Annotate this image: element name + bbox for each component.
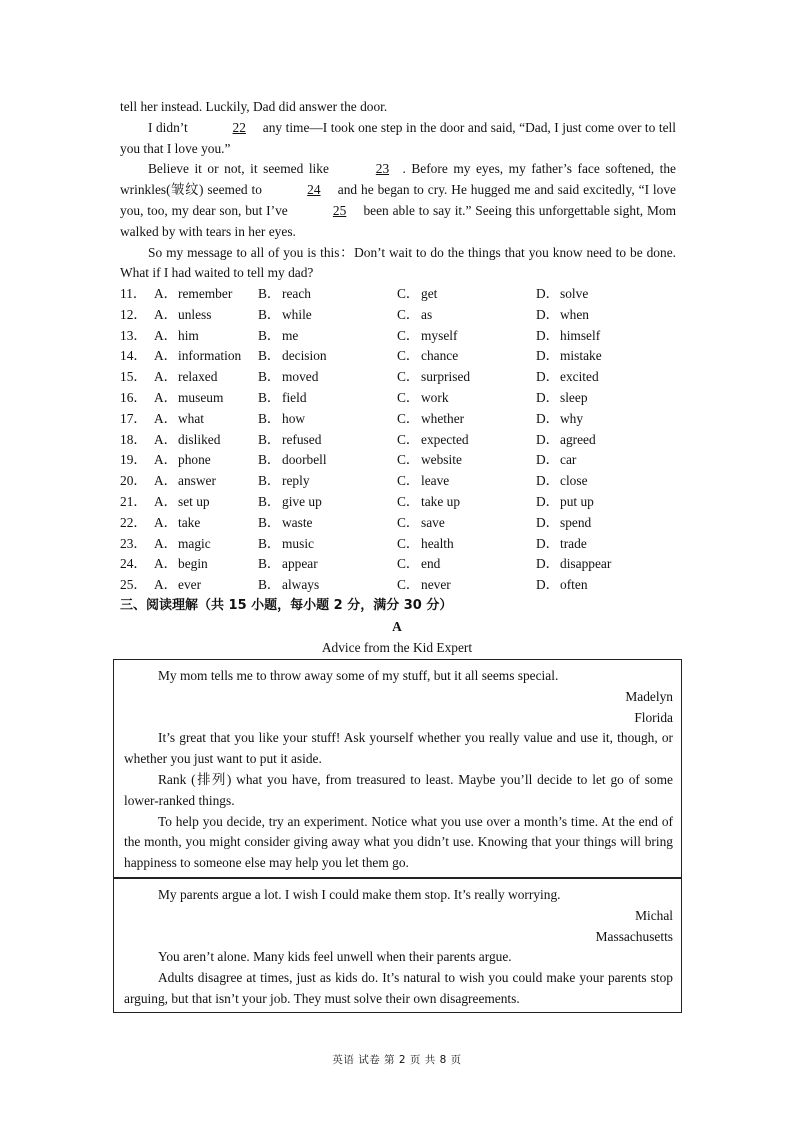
- option-text: begin: [178, 556, 208, 572]
- question-number: 24．: [120, 556, 147, 572]
- option-c: [397, 326, 536, 347]
- option-a: [154, 471, 258, 492]
- question-number: 18．: [120, 431, 147, 447]
- text: . Before my eyes, my father’s face softened, the wrinkles(皱纹) seemed to: [120, 161, 676, 198]
- option-text: what: [178, 410, 205, 426]
- option-letter: A．: [154, 327, 178, 343]
- question-number: 19．: [120, 452, 147, 468]
- option-letter: D．: [536, 493, 560, 509]
- option-b: [258, 471, 397, 492]
- option-c: [397, 575, 536, 596]
- option-row: [120, 450, 680, 471]
- option-text: never: [421, 577, 451, 593]
- option-b: [258, 450, 397, 471]
- option-letter: A．: [154, 452, 178, 468]
- option-b: [258, 326, 397, 347]
- passage-letter: A: [392, 619, 402, 634]
- option-text: how: [282, 410, 306, 426]
- option-row: [120, 305, 680, 326]
- option-text: always: [282, 577, 320, 593]
- option-letter: A．: [154, 410, 178, 426]
- option-letter: C．: [397, 473, 420, 489]
- option-letter: C．: [397, 431, 420, 447]
- letter-question: My parents argue a lot. I wish I could make them stop. It’s really worrying.: [158, 887, 561, 902]
- option-letter: A．: [154, 348, 178, 364]
- option-c: [397, 388, 536, 409]
- blank-25: 25: [332, 202, 347, 218]
- option-text: relaxed: [178, 369, 218, 385]
- option-letter: D．: [536, 473, 560, 489]
- letter-answer: Adults disagree at times, just as kids do. It’s natural to wish you could make your parents stop arguing, but that isn’t your job. They must solve their own disagreements.: [124, 970, 673, 1006]
- option-text: take up: [421, 493, 461, 509]
- option-c: [397, 554, 536, 575]
- option-letter: D．: [536, 369, 560, 385]
- option-c: [397, 409, 536, 430]
- option-d: [536, 513, 656, 534]
- option-letter: D．: [536, 286, 560, 301]
- option-letter: B．: [258, 410, 281, 426]
- option-text: get: [421, 286, 438, 301]
- option-c: [397, 305, 536, 326]
- option-text: car: [560, 452, 577, 468]
- option-b: [258, 575, 397, 596]
- option-letter: B．: [258, 389, 281, 405]
- option-text: put up: [560, 493, 594, 509]
- option-letter: D．: [536, 577, 560, 593]
- option-letter: B．: [258, 286, 281, 301]
- option-row: [120, 471, 680, 492]
- option-a: [154, 492, 258, 513]
- option-text: field: [282, 389, 307, 405]
- letter-answer: It’s great that you like your stuff! Ask yourself whether you really value and use it, though, or whether you just want to put it aside.: [124, 730, 673, 767]
- option-text: often: [560, 577, 588, 593]
- text: Believe it or not, it seemed like: [148, 161, 329, 177]
- paragraph: So my message to all of you is this：Don’t wait to do the things that you know need to be done. What if I had waited to tell my dad?: [120, 244, 676, 281]
- option-letter: B．: [258, 431, 281, 447]
- option-text: doorbell: [282, 452, 327, 468]
- option-b: [258, 492, 397, 513]
- option-a: [154, 575, 258, 596]
- text: any time—I took one step in the door and said, “Dad, I just come over to tell you that I love you.”: [120, 119, 676, 156]
- option-letter: C．: [397, 535, 420, 551]
- option-text: remember: [178, 286, 233, 301]
- letter-answer: Rank (排列) what you have, from treasured to least. Maybe you’ll decide to let go of some lower-ranked things.: [124, 771, 673, 808]
- option-text: set up: [178, 493, 210, 509]
- option-letter: A．: [154, 577, 178, 593]
- option-d: [536, 367, 656, 388]
- option-letter: B．: [258, 514, 281, 530]
- paragraph: tell her instead. Luckily, Dad did answer the door.: [120, 99, 388, 114]
- option-d: [536, 430, 656, 451]
- option-c: [397, 430, 536, 451]
- option-row: [120, 388, 680, 409]
- option-d: [536, 305, 656, 326]
- text: and he began to cry. He hugged me and said excitedly, “I love you, too, my dear son, but I’ve: [120, 182, 676, 218]
- option-letter: B．: [258, 369, 281, 385]
- question-number: 21．: [120, 493, 147, 509]
- option-letter: B．: [258, 535, 281, 551]
- letter-name: Michal: [635, 907, 673, 923]
- option-d: [536, 575, 656, 596]
- option-letter: B．: [258, 452, 281, 468]
- option-letter: C．: [397, 452, 420, 468]
- option-letter: C．: [397, 306, 420, 322]
- option-letter: C．: [397, 514, 420, 530]
- blank-22: 22: [232, 119, 246, 135]
- option-d: [536, 346, 656, 367]
- question-number: 22．: [120, 514, 147, 530]
- option-a: [154, 346, 258, 367]
- option-letter: C．: [397, 389, 420, 405]
- option-letter: A．: [154, 556, 178, 572]
- question-number: 14．: [120, 348, 147, 364]
- option-letter: B．: [258, 556, 281, 572]
- option-letter: C．: [397, 493, 420, 509]
- option-d: [536, 554, 656, 575]
- option-c: [397, 346, 536, 367]
- option-text: myself: [421, 327, 458, 343]
- option-text: while: [282, 306, 312, 322]
- option-text: expected: [421, 431, 469, 447]
- option-d: [536, 409, 656, 430]
- option-letter: A．: [154, 514, 178, 530]
- option-b: [258, 554, 397, 575]
- option-letter: D．: [536, 410, 560, 426]
- option-d: [536, 534, 656, 555]
- option-text: museum: [178, 389, 224, 405]
- option-a: [154, 367, 258, 388]
- option-text: disliked: [178, 431, 221, 447]
- option-c: [397, 450, 536, 471]
- question-number: 23．: [120, 535, 147, 551]
- option-letter: D．: [536, 327, 560, 343]
- text: I didn’t: [148, 119, 188, 135]
- cloze-passage: [120, 97, 676, 284]
- advice-letter-2: [113, 878, 682, 1013]
- option-row: [120, 554, 680, 575]
- option-text: phone: [178, 452, 211, 468]
- option-letter: C．: [397, 348, 420, 364]
- option-text: take: [178, 514, 201, 530]
- option-text: agreed: [560, 431, 596, 447]
- option-text: health: [421, 535, 454, 551]
- option-row: [120, 326, 680, 347]
- option-text: save: [421, 514, 445, 530]
- option-a: [154, 513, 258, 534]
- option-b: [258, 409, 397, 430]
- option-text: chance: [421, 348, 459, 364]
- option-text: leave: [421, 473, 450, 489]
- letter-name: Madelyn: [625, 688, 673, 704]
- option-b: [258, 430, 397, 451]
- letter-place: Massachusetts: [595, 928, 673, 944]
- option-d: [536, 388, 656, 409]
- option-d: [536, 471, 656, 492]
- option-letter: D．: [536, 535, 560, 551]
- option-letter: B．: [258, 306, 281, 322]
- option-a: [154, 305, 258, 326]
- question-number: 12．: [120, 306, 147, 322]
- option-row: [120, 492, 680, 513]
- letter-question: My mom tells me to throw away some of my stuff, but it all seems special.: [158, 668, 559, 683]
- question-number: 13．: [120, 327, 147, 343]
- option-letter: D．: [536, 452, 560, 468]
- option-letter: D．: [536, 431, 560, 447]
- blank-24: 24: [307, 182, 321, 198]
- option-letter: A．: [154, 306, 178, 322]
- option-b: [258, 284, 397, 305]
- option-b: [258, 346, 397, 367]
- option-text: mistake: [560, 348, 602, 364]
- option-row: [120, 513, 680, 534]
- option-a: [154, 284, 258, 305]
- option-text: excited: [560, 369, 599, 385]
- option-letter: C．: [397, 286, 420, 301]
- option-letter: B．: [258, 348, 281, 364]
- option-text: when: [560, 306, 590, 322]
- option-letter: B．: [258, 577, 281, 593]
- option-row: [120, 346, 680, 367]
- option-b: [258, 367, 397, 388]
- option-text: reach: [282, 286, 311, 301]
- option-text: whether: [421, 410, 465, 426]
- option-a: [154, 326, 258, 347]
- option-text: waste: [282, 514, 313, 530]
- option-a: [154, 430, 258, 451]
- page-footer: 英语 试卷 第 2 页 共 8 页: [332, 1054, 462, 1066]
- option-letter: C．: [397, 556, 420, 572]
- option-text: music: [282, 535, 314, 551]
- option-text: himself: [560, 327, 601, 343]
- option-row: [120, 430, 680, 451]
- option-text: appear: [282, 556, 318, 572]
- option-text: end: [421, 556, 441, 572]
- option-text: website: [421, 452, 462, 468]
- option-row: [120, 409, 680, 430]
- option-letter: B．: [258, 473, 281, 489]
- question-number: 25．: [120, 577, 147, 593]
- answer-options: [120, 284, 680, 596]
- option-b: [258, 305, 397, 326]
- option-text: me: [282, 327, 299, 343]
- option-letter: D．: [536, 306, 560, 322]
- option-letter: A．: [154, 535, 178, 551]
- option-row: [120, 575, 680, 596]
- option-text: work: [421, 389, 449, 405]
- option-text: magic: [178, 535, 211, 551]
- option-a: [154, 534, 258, 555]
- option-letter: C．: [397, 369, 420, 385]
- option-text: why: [560, 410, 584, 426]
- passage-title: Advice from the Kid Expert: [321, 640, 473, 655]
- blank-23: 23: [375, 161, 390, 177]
- option-letter: A．: [154, 369, 178, 385]
- option-row: [120, 284, 680, 305]
- option-text: spend: [560, 514, 592, 530]
- option-letter: D．: [536, 556, 560, 572]
- paragraph: [120, 159, 676, 242]
- option-text: disappear: [560, 556, 612, 572]
- option-b: [258, 388, 397, 409]
- option-d: [536, 450, 656, 471]
- option-text: reply: [282, 473, 310, 489]
- option-a: [154, 388, 258, 409]
- option-letter: B．: [258, 493, 281, 509]
- question-number: 17．: [120, 410, 147, 426]
- option-letter: A．: [154, 286, 178, 301]
- option-text: as: [421, 306, 433, 322]
- option-letter: A．: [154, 389, 178, 405]
- option-letter: D．: [536, 389, 560, 405]
- option-text: decision: [282, 348, 327, 364]
- option-text: trade: [560, 535, 587, 551]
- letter-place: Florida: [634, 709, 673, 725]
- option-letter: A．: [154, 473, 178, 489]
- option-text: give up: [282, 493, 322, 509]
- option-letter: A．: [154, 493, 178, 509]
- question-number: 16．: [120, 389, 147, 405]
- option-text: solve: [560, 286, 589, 301]
- option-text: refused: [282, 431, 322, 447]
- option-c: [397, 492, 536, 513]
- option-d: [536, 284, 656, 305]
- option-letter: A．: [154, 431, 178, 447]
- option-text: close: [560, 473, 588, 489]
- advice-letter-1: [113, 659, 682, 878]
- option-b: [258, 534, 397, 555]
- option-letter: D．: [536, 514, 560, 530]
- option-a: [154, 409, 258, 430]
- option-text: answer: [178, 473, 216, 489]
- option-d: [536, 492, 656, 513]
- option-text: ever: [178, 577, 202, 593]
- paragraph: [120, 118, 676, 160]
- option-a: [154, 554, 258, 575]
- option-text: unless: [178, 306, 212, 322]
- option-text: him: [178, 327, 199, 343]
- section-heading: 三、阅读理解（共 15 小题，每小题 2 分，满分 30 分）: [120, 598, 453, 613]
- question-number: 20．: [120, 473, 147, 489]
- option-letter: C．: [397, 327, 420, 343]
- option-letter: C．: [397, 410, 420, 426]
- letter-answer: To help you decide, try an experiment. Notice what you use over a month’s time. At the end of the month, you might consider giving away what you didn’t use. Knowing that your things will bring happiness to someone else may help you let them go.: [124, 813, 673, 871]
- text: been able to say it.” Seeing this unforgettable sight, Mom walked by with tears in her eyes.: [120, 202, 677, 239]
- option-c: [397, 513, 536, 534]
- letter-answer: You aren’t alone. Many kids feel unwell when their parents argue.: [158, 949, 512, 965]
- option-c: [397, 367, 536, 388]
- option-text: moved: [282, 369, 319, 385]
- option-text: surprised: [421, 369, 471, 385]
- option-a: [154, 450, 258, 471]
- option-letter: C．: [397, 577, 420, 593]
- option-text: information: [178, 348, 242, 364]
- option-letter: B．: [258, 327, 281, 343]
- option-c: [397, 471, 536, 492]
- option-c: [397, 534, 536, 555]
- question-number: 15．: [120, 369, 147, 385]
- option-b: [258, 513, 397, 534]
- option-row: [120, 534, 680, 555]
- option-c: [397, 284, 536, 305]
- option-text: sleep: [560, 389, 588, 405]
- option-row: [120, 367, 680, 388]
- question-number: 11．: [120, 286, 147, 301]
- option-letter: D．: [536, 348, 560, 364]
- option-d: [536, 326, 656, 347]
